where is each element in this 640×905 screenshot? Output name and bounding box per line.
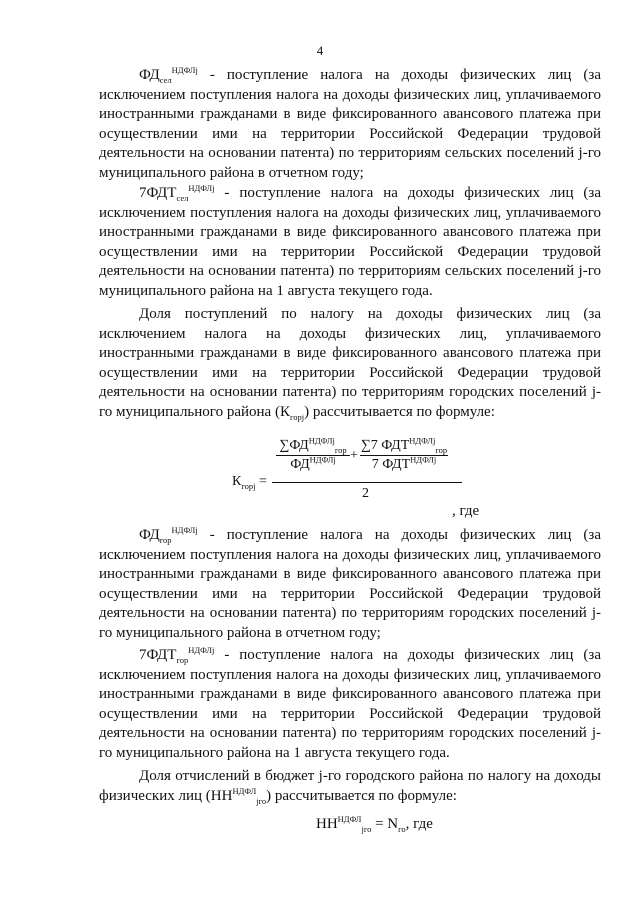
symbol-sub: гор	[176, 655, 189, 665]
symbol-sup: НДФЛj	[188, 183, 215, 193]
paragraph-share-deductions	[99, 767, 601, 806]
k-sub: горj	[289, 411, 305, 422]
symbol-sup: НДФЛj	[171, 65, 198, 75]
nn-symbol-sup: НДФЛ	[337, 814, 362, 824]
nn-symbol: НН	[316, 816, 338, 832]
formula-k-gor	[232, 435, 462, 518]
sum-7fdt-sup: НДФЛj	[409, 435, 436, 446]
formula-where: , где	[452, 503, 480, 519]
fraction-fd-numerator	[276, 435, 350, 455]
symbol: 7ФДТ	[139, 185, 177, 201]
paragraph-7fdt-sel	[99, 184, 601, 302]
paragraph-share-gor	[99, 305, 601, 423]
symbol-sub: сел	[159, 75, 172, 85]
nn-rhs: = N	[371, 816, 399, 832]
paragraph-text-end: ) рассчитывается по формуле:	[266, 787, 457, 804]
sum-fd-sub: гор	[334, 444, 347, 455]
fraction-7fdt-numerator	[360, 435, 448, 455]
definition-text: - поступление налога на доходы физических лиц (за исключением поступления налога на доходы физических лиц, уплачиваемого иностранными гражданами в виде фиксированного авансового платежа при осуществлении ими на территории Российской Федерации трудовой деятельности на основании патента) по территориям городских поселений j-го муниципального района в отчетном году;	[99, 527, 601, 641]
paragraph-fd-sel	[99, 66, 601, 184]
symbol: 7ФДТ	[139, 647, 177, 663]
main-fraction-bar	[272, 482, 462, 483]
sum-7fdt: ∑7 ФДТ	[360, 438, 410, 453]
symbol-sub: гор	[159, 535, 172, 545]
paragraph-text: Доля отчислений в бюджет j-го городского района по налогу на доходы физических лиц (НН	[99, 768, 601, 804]
definition-text: - поступление налога на доходы физических лиц (за исключением поступления налога на доходы физических лиц, уплачиваемого иностранными гражданами в виде фиксированного авансового платежа при осуществлении ими на территории Российской Федерации трудовой деятельности на основании патента) по территориям городских поселений j-го муниципального района на 1 августа текущего года.	[99, 647, 601, 761]
formula-lhs	[232, 474, 267, 490]
definition-text: - поступление налога на доходы физических лиц (за исключением поступления налога на доходы физических лиц, уплачиваемого иностранными гражданами в виде фиксированного авансового платежа при осуществлении ими на территории Российской Федерации трудовой деятельности на основании патента) по территориям сельских поселений j-го муниципального района на 1 августа текущего года.	[99, 185, 601, 299]
fraction-7fdt	[360, 435, 448, 473]
fd-sup: НДФЛj	[309, 454, 336, 465]
sum-7fdt-sub: гор	[435, 444, 448, 455]
paragraph-text: Доля поступлений по налогу на доходы физических лиц (за исключением налога на доходы физических лиц, уплачиваемого иностранными гражданами в виде фиксированного авансового платежа при осуществлении ими на территории Российской Федерации трудовой деятельности на основании патента) по территориям городских поселений j-го муниципального района (К	[99, 306, 601, 420]
symbol-sub: сел	[176, 193, 189, 203]
7fdt: 7 ФДТ	[371, 457, 411, 472]
symbol-sup: НДФЛj	[188, 645, 215, 655]
lhs-symbol: К	[232, 474, 242, 489]
paragraph-fd-gor	[99, 526, 601, 644]
formula-nn	[316, 816, 433, 833]
plus-sign: +	[350, 448, 358, 463]
paragraph-text-end: ) рассчитывается по формуле:	[304, 403, 495, 420]
definition-text: - поступление налога на доходы физических лиц (за исключением поступления налога на доходы физических лиц, уплачиваемого иностранными гражданами в виде фиксированного авансового платежа при осуществлении ими на территории Российской Федерации трудовой деятельности на основании патента) по территориям сельских поселений j-го муниципального района в отчетном году;	[99, 67, 601, 181]
nn-rhs-sub: го	[398, 824, 406, 834]
page-number: 4	[316, 43, 324, 58]
main-denominator: 2	[362, 486, 369, 501]
nn-symbol-sub: jго	[361, 824, 372, 834]
fraction-fd	[276, 435, 350, 473]
fraction-7fdt-denominator	[360, 454, 448, 473]
equals-sign: =	[255, 474, 267, 489]
nn-sup: НДФЛ	[232, 785, 257, 796]
paragraph-7fdt-gor	[99, 646, 601, 764]
formula-nn-where: , где	[405, 816, 433, 832]
fd: ФД	[290, 457, 310, 472]
fraction-fd-denominator	[276, 454, 350, 473]
7fdt-sup: НДФЛj	[410, 454, 437, 465]
sum-fd-sup: НДФЛj	[308, 435, 335, 446]
symbol: ФД	[139, 67, 160, 83]
symbol: ФД	[139, 527, 160, 543]
sum-fd: ∑ФД	[279, 438, 309, 453]
symbol-sup: НДФЛj	[171, 525, 198, 535]
lhs-sub: горj	[241, 480, 256, 491]
nn-sub: jго	[256, 795, 267, 806]
